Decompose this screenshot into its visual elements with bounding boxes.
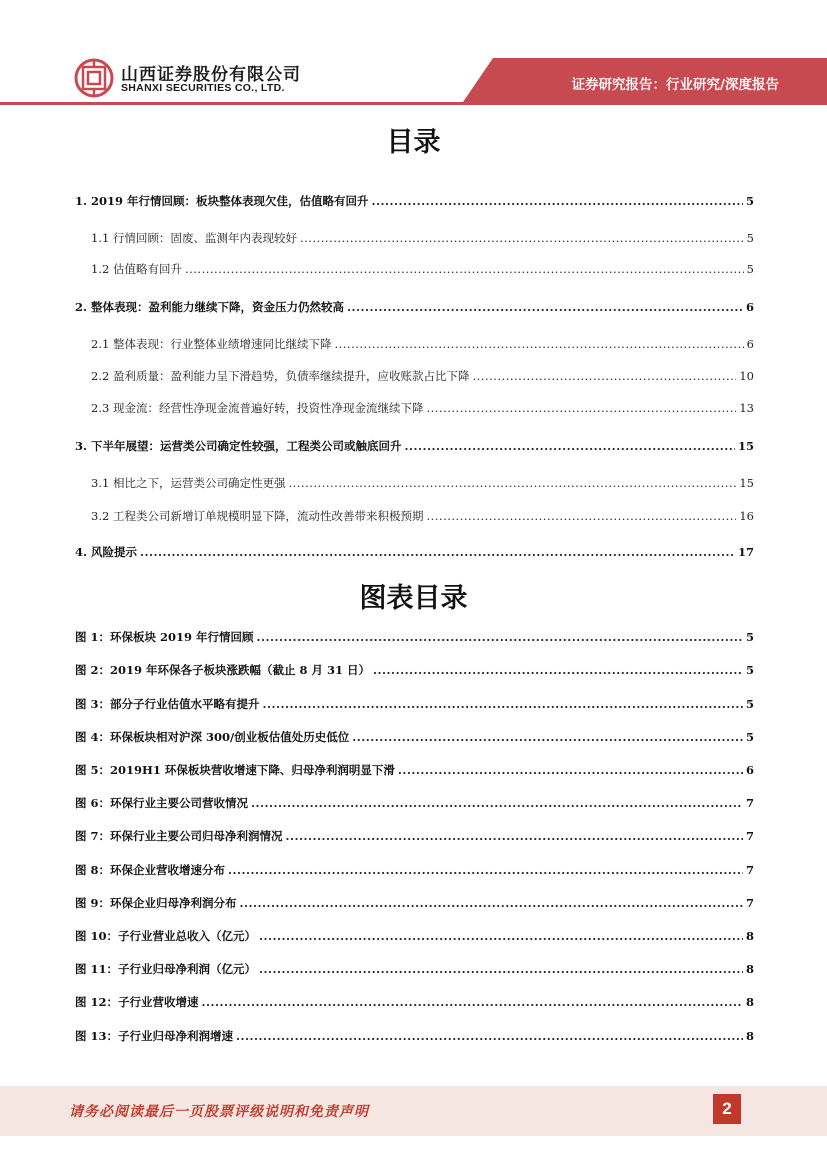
toc-entry[interactable] (91, 508, 754, 524)
dot-leader (251, 796, 743, 810)
toc-entry-page: 6 (746, 337, 754, 351)
figure-entry-page: 5 (745, 697, 754, 711)
dot-leader (257, 630, 743, 644)
disclaimer-text: 请务必阅读最后一页股票评级说明和免责声明 (69, 1104, 369, 1120)
report-type: 证券研究报告：行业研究/深度报告 (571, 77, 779, 93)
figure-entry-label: 图 5：2019H1 环保板块营收增速下降、归母净利润明显下滑 (75, 763, 395, 777)
figure-entry[interactable] (75, 629, 754, 645)
dot-leader (228, 863, 743, 877)
toc-entry[interactable] (75, 544, 754, 560)
figure-entry-page: 6 (745, 763, 754, 777)
figure-entry-page: 7 (745, 796, 754, 810)
toc-entry-label: 1.2 估值略有回升 (91, 262, 182, 276)
toc-entry-page: 5 (746, 231, 754, 245)
figure-entry[interactable] (75, 729, 754, 745)
dot-leader (259, 962, 743, 976)
toc-entry[interactable] (75, 193, 754, 209)
toc-entry-page: 5 (745, 194, 754, 208)
toc-entry-page: 10 (739, 369, 754, 383)
dot-leader (426, 401, 736, 415)
figure-entry-page: 7 (745, 863, 754, 877)
dot-leader (373, 663, 743, 677)
figure-entry-label: 图 4：环保板块相对沪深 300/创业板估值处历史低位 (75, 730, 350, 744)
toc-entry-page: 15 (737, 439, 754, 453)
dot-leader (236, 1029, 743, 1043)
figure-entry-page: 5 (745, 730, 754, 744)
dot-leader (185, 262, 744, 276)
dot-leader (405, 439, 735, 453)
figure-entry-label: 图 12：子行业营收增速 (75, 995, 199, 1009)
dot-leader (259, 929, 743, 943)
figure-entry-page: 5 (745, 630, 754, 644)
toc-entry-page: 16 (739, 509, 754, 523)
figure-entry[interactable] (75, 994, 754, 1010)
figure-entry-label: 图 11：子行业归母净利润（亿元） (75, 962, 257, 976)
dot-leader (352, 730, 743, 744)
toc-entry[interactable] (91, 368, 754, 384)
figure-entry-label: 图 7：环保行业主要公司归母净利润情况 (75, 829, 283, 843)
page-header (0, 0, 827, 110)
figure-entry-label: 图 6：环保行业主要公司营收情况 (75, 796, 249, 810)
toc-entry-page: 17 (737, 545, 754, 559)
toc-entry[interactable] (91, 400, 754, 416)
header-divider (0, 102, 827, 105)
figure-entry[interactable] (75, 828, 754, 844)
dot-leader (347, 300, 743, 314)
toc-entry-label: 3.2 工程类公司新增订单规模明显下降，流动性改善带来积极预期 (91, 509, 424, 523)
toc-entry-label: 1.1 行情回顾：固废、监测年内表现较好 (91, 231, 297, 245)
figure-entry-page: 7 (745, 896, 754, 910)
dot-leader (398, 763, 743, 777)
dot-leader (288, 476, 736, 490)
toc-entry[interactable] (91, 336, 754, 352)
dot-leader (240, 896, 743, 910)
figure-entry[interactable] (75, 928, 754, 944)
toc-title: 目录 (386, 127, 441, 158)
figure-entry-label: 图 10：子行业营业总收入（亿元） (75, 929, 257, 943)
dot-leader (286, 829, 743, 843)
toc-entry-page: 13 (739, 401, 754, 415)
toc-entry-page: 5 (746, 262, 754, 276)
toc-entry-label: 2.2 盈利质量：盈利能力呈下滑趋势，负债率继续提升，应收账款占比下降 (91, 369, 470, 383)
figure-entry[interactable] (75, 1028, 754, 1044)
figure-entry-label: 图 9：环保企业归母净利润分布 (75, 896, 237, 910)
figure-entry-label: 图 13：子行业归母净利润增速 (75, 1029, 234, 1043)
toc-entry-page: 15 (739, 476, 754, 490)
toc-entry[interactable] (91, 475, 754, 491)
dot-leader (263, 697, 743, 711)
figure-entry-page: 8 (745, 995, 754, 1009)
toc-entry[interactable] (91, 230, 754, 246)
toc-entry[interactable] (75, 438, 754, 454)
figure-entry-label: 图 1：环保板块 2019 年行情回顾 (75, 630, 254, 644)
toc-entry-label: 2.1 整体表现：行业整体业绩增速同比继续下降 (91, 337, 332, 351)
figure-entry-page: 5 (745, 663, 754, 677)
toc-entry-page: 6 (745, 300, 754, 314)
toc-entry-label: 2.3 现金流：经营性净现金流普遍好转，投资性净现金流继续下降 (91, 401, 424, 415)
toc-entry-label: 3.1 相比之下，运营类公司确定性更强 (91, 476, 286, 490)
figure-entry-page: 8 (745, 1029, 754, 1043)
dot-leader (202, 995, 743, 1009)
toc-entry-label: 3. 下半年展望：运营类公司确定性较强，工程类公司或触底回升 (75, 439, 402, 453)
figure-entry-page: 8 (745, 929, 754, 943)
figure-entry[interactable] (75, 696, 754, 712)
dot-leader (140, 545, 735, 559)
toc-entry-label: 4. 风险提示 (75, 545, 138, 559)
figure-entry[interactable] (75, 662, 754, 678)
figure-entry-label: 图 3：部分子行业估值水平略有提升 (75, 697, 260, 711)
page-number: 2 (713, 1094, 741, 1124)
figure-entry[interactable] (75, 795, 754, 811)
toc-entry[interactable] (75, 299, 754, 315)
figure-entry[interactable] (75, 961, 754, 977)
toc-entry-label: 2. 整体表现：盈利能力继续下降，资金压力仍然较高 (75, 300, 345, 314)
figure-entry-label: 图 8：环保企业营收增速分布 (75, 863, 226, 877)
figure-entry-label: 图 2：2019 年环保各子板块涨跌幅（截止 8 月 31 日） (75, 663, 371, 677)
figure-entry-page: 7 (745, 829, 754, 843)
figure-entry[interactable] (75, 762, 754, 778)
toc-entry-label: 1. 2019 年行情回顾：板块整体表现欠佳，估值略有回升 (75, 194, 369, 208)
dot-leader (334, 337, 743, 351)
dot-leader (426, 509, 736, 523)
company-logo-icon (74, 58, 114, 98)
figure-entry[interactable] (75, 862, 754, 878)
toc-entry[interactable] (91, 261, 754, 277)
figures-title: 图表目录 (359, 583, 468, 614)
figure-entry-page: 8 (745, 962, 754, 976)
company-name-en: SHANXI SECURITIES CO., LTD. (121, 82, 285, 94)
figure-entry[interactable] (75, 895, 754, 911)
dot-leader (300, 231, 744, 245)
company-name-cn: 山西证券股份有限公司 (121, 65, 301, 85)
dot-leader (372, 194, 743, 208)
dot-leader (472, 369, 736, 383)
